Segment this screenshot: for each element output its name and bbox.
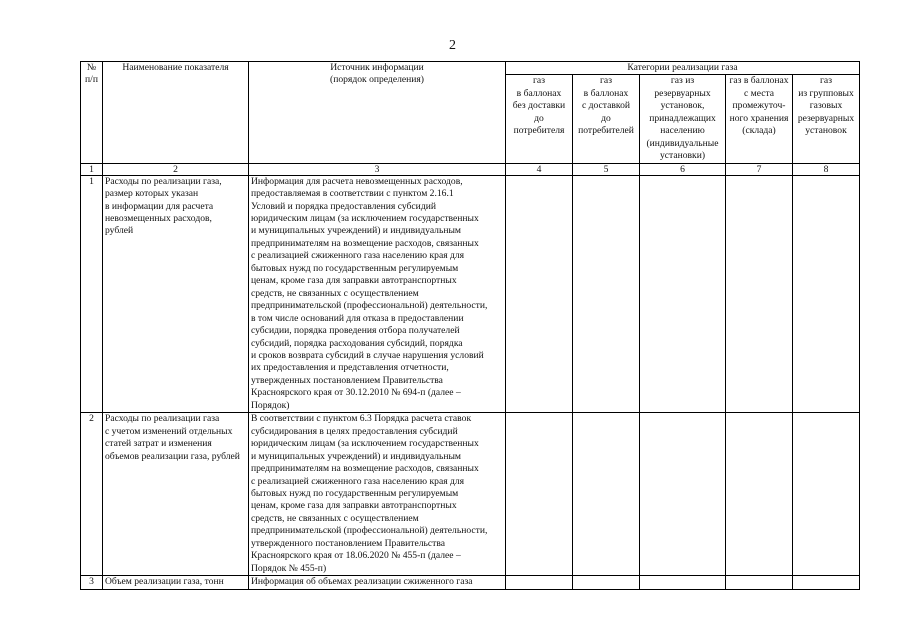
header-source: Источник информации (порядок определения) bbox=[249, 62, 506, 164]
header-category-cell: газ в баллонах с доставкой до потребителей bbox=[573, 75, 640, 163]
header-name: Наименование показателя bbox=[103, 62, 249, 164]
empty-cell bbox=[793, 576, 860, 589]
column-number: 3 bbox=[249, 163, 506, 175]
column-numbers-row bbox=[81, 163, 860, 175]
row-source: В соответствии с пунктом 6.3 Порядка расчета ставок субсидирования в целях предоставления субсидий юридическим лицам (за исключением государственных и муниципальных учреждений) и индивидуальным предпринимателям на возмещение расходов, связанных с реализацией сжиженного газа населению края для бытовых нужд по государственным регулируемым ценам, кроме газа для заправки автотранспортных средств, не связанных с осуществлением предпринимательской (профессиональной) деятельности, утвержденного постановлением Правительства Красноярского края от 18.06.2020 № 455-п (далее – Порядок № 455-п) bbox=[249, 413, 506, 576]
header-category-cell: газ из групповых газовых резервуарных установок bbox=[793, 75, 860, 163]
row-num: 1 bbox=[81, 175, 103, 413]
column-number: 7 bbox=[726, 163, 793, 175]
column-number: 5 bbox=[573, 163, 640, 175]
header-category-cell: газ в баллонах с места промежуточ- ного хранения (склада) bbox=[726, 75, 793, 163]
empty-cell bbox=[793, 413, 860, 576]
empty-cell bbox=[640, 576, 726, 589]
row-num: 2 bbox=[81, 413, 103, 576]
indicators-table bbox=[80, 61, 860, 590]
row-source: Информация для расчета невозмещенных расходов, предоставляемая в соответствии с пунктом 2.16.1 Условий и порядка предоставления субсидий юридическим лицам (за исключением государственных и муниципальных учреждений) и индивидуальным предпринимателям на возмещение расходов, связанных с реализацией сжиженного газа населению края для бытовых нужд по государственным регулируемым ценам, кроме газа для заправки автотранспортных средств, не связанных с осуществлением предпринимательской (профессиональной) деятельности, в том числе оснований для отказа в предоставлении субсидии, порядка проведения отбора получателей субсидий, порядка расходования субсидий, порядка и сроков возврата субсидий в случае нарушения условий их предоставления и представления отчетности, утвержденных постановлением Правительства Красноярского края от 30.12.2010 № 694-п (далее – Порядок) bbox=[249, 175, 506, 413]
column-number: 6 bbox=[640, 163, 726, 175]
row-name: Объем реализации газа, тонн bbox=[103, 576, 249, 589]
row-name: Расходы по реализации газа, размер которых указан в информации для расчета невозмещенных расходов, рублей bbox=[103, 175, 249, 413]
page-number: 2 bbox=[449, 38, 456, 53]
column-number: 8 bbox=[793, 163, 860, 175]
row-source: Информация об объемах реализации сжиженного газа bbox=[249, 576, 506, 589]
header-category-cell: газ в баллонах без доставки до потребителя bbox=[506, 75, 573, 163]
column-number: 2 bbox=[103, 163, 249, 175]
empty-cell bbox=[640, 175, 726, 413]
empty-cell bbox=[726, 413, 793, 576]
header-num: № п/п bbox=[81, 62, 103, 164]
header-row bbox=[81, 62, 860, 75]
empty-cell bbox=[573, 413, 640, 576]
header-category-cell: газ из резервуарных установок, принадлежащих населению (индивидуальные установки) bbox=[640, 75, 726, 163]
empty-cell bbox=[506, 175, 573, 413]
empty-cell bbox=[640, 413, 726, 576]
empty-cell bbox=[726, 175, 793, 413]
header-categories-title: Категории реализации газа bbox=[506, 62, 860, 75]
table-row bbox=[81, 175, 860, 413]
empty-cell bbox=[793, 175, 860, 413]
column-number: 1 bbox=[81, 163, 103, 175]
row-name: Расходы по реализации газа с учетом изменений отдельных статей затрат и изменения объемов реализации газа, рублей bbox=[103, 413, 249, 576]
empty-cell bbox=[506, 413, 573, 576]
empty-cell bbox=[573, 175, 640, 413]
table-row bbox=[81, 576, 860, 589]
row-num: 3 bbox=[81, 576, 103, 589]
table-row bbox=[81, 413, 860, 576]
empty-cell bbox=[506, 576, 573, 589]
empty-cell bbox=[726, 576, 793, 589]
column-number: 4 bbox=[506, 163, 573, 175]
empty-cell bbox=[573, 576, 640, 589]
